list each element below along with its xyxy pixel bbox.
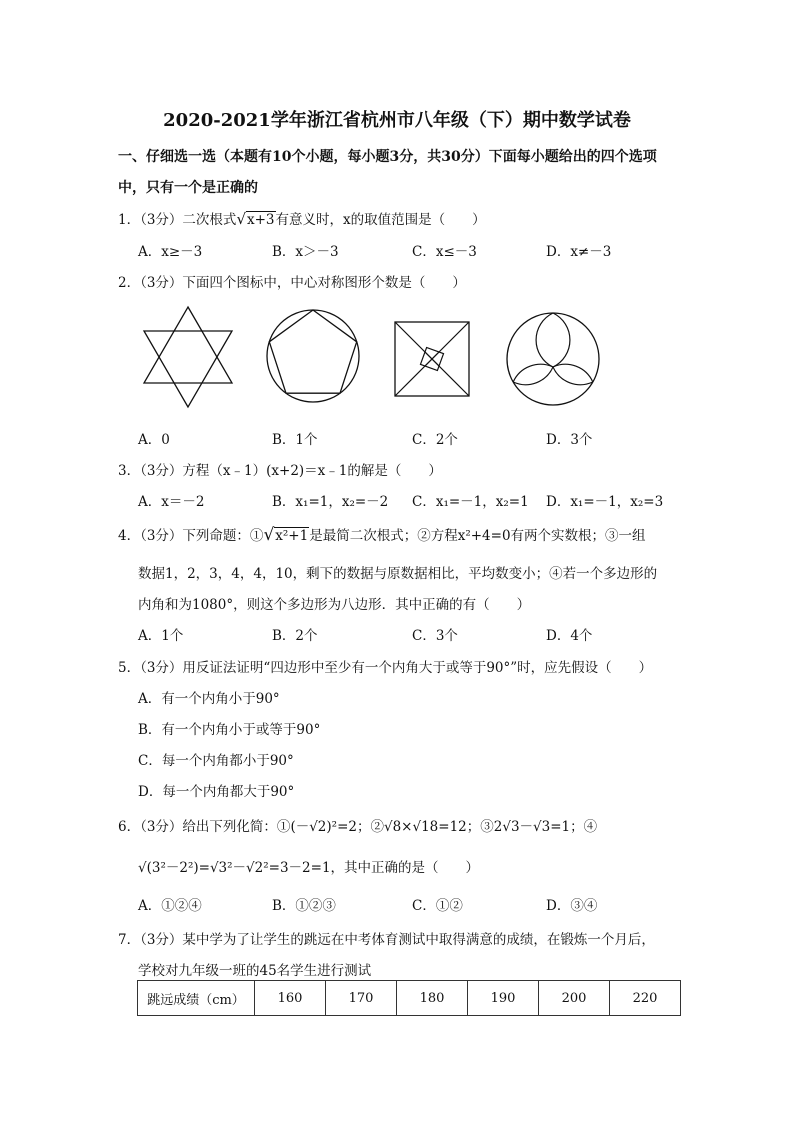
question-7-line2: 学校对九年级一班的45名学生进行测试 (138, 963, 372, 979)
q1-option-a[interactable]: A．x≥－3 (138, 244, 203, 260)
question-2: 2．（3分）下面四个图标中，中心对称图形个数是（ ） (118, 275, 466, 291)
q2-option-d[interactable]: D．3个 (546, 432, 593, 448)
q3-option-c[interactable]: C．x₁=－1，x₂=1 (412, 494, 529, 510)
table-cell: 220 (610, 981, 681, 1016)
q4-option-d[interactable]: D．4个 (546, 628, 593, 644)
q5-option-c[interactable]: C．每一个内角都小于90° (138, 753, 294, 769)
q3-option-b[interactable]: B．x₁=1，x₂=－2 (272, 494, 389, 510)
table-row (138, 981, 681, 1016)
table-cell: 170 (326, 981, 397, 1016)
question-1-text: 1．（3分）二次根式 (118, 212, 237, 228)
question-1: 1．（3分）二次根式√x+3有意义时，x的取值范围是（ ） (118, 210, 486, 228)
section-heading-cont: 中，只有一个是正确的 (118, 180, 258, 196)
table-cell: 160 (255, 981, 326, 1016)
question-6 (118, 815, 597, 835)
score-table (137, 980, 681, 1016)
q1-option-b[interactable]: B．x＞－3 (272, 244, 339, 260)
radicand: x+3 (247, 212, 275, 228)
q1-option-d[interactable]: D．x≠－3 (546, 244, 612, 260)
question-4-text-end: 是最简二次根式；②方程x²+4=0有两个实数根；③一组 (309, 528, 646, 544)
table-header-cell: 跳远成绩（cm） (138, 981, 255, 1016)
q6-option-b[interactable]: B．①②③ (272, 898, 336, 914)
q3-option-a[interactable]: A．x＝－2 (138, 494, 205, 510)
question-4-text: 4．（3分）下列命题：① (118, 528, 264, 544)
question-6-text: 6．（3分）给出下列化简：① (118, 819, 291, 835)
page-title: 2020-2021学年浙江省杭州市八年级（下）期中数学试卷 (163, 110, 631, 131)
table-cell: 180 (397, 981, 468, 1016)
q5-option-a[interactable]: A．有一个内角小于90° (138, 691, 280, 707)
q1-option-c[interactable]: C．x≤－3 (412, 244, 477, 260)
table-cell: 200 (539, 981, 610, 1016)
question-5: 5．（3分）用反证法证明“四边形中至少有一个内角大于或等于90°”时，应先假设（ ） (118, 660, 653, 676)
question-1-text-end: 有意义时，x的取值范围是（ ） (275, 212, 486, 228)
square-pinwheel-icon (394, 321, 470, 397)
q6-option-c[interactable]: C．①② (412, 898, 463, 914)
q5-option-b[interactable]: B．有一个内角小于或等于90° (138, 722, 321, 738)
q6-option-d[interactable]: D．③④ (546, 898, 598, 914)
q5-option-d[interactable]: D．每一个内角都大于90° (138, 784, 295, 800)
question-4: 4．（3分）下列命题：①√x²+1是最简二次根式；②方程x²+4=0有两个实数根；③一组 (118, 525, 646, 545)
q2-option-a[interactable]: A．0 (138, 432, 170, 448)
circle-pentagon-icon (265, 308, 361, 404)
q4-option-b[interactable]: B．2个 (272, 628, 318, 644)
question-4-line2: 数据1，2，3，4，4，10，剩下的数据与原数据相比，平均数变小；④若一个多边形的 (138, 566, 658, 582)
question-4-line3: 内角和为1080°，则这个多边形为八边形．其中正确的有（ ） (138, 597, 531, 613)
q4-option-c[interactable]: C．3个 (412, 628, 458, 644)
circle-triquetra-icon (505, 311, 601, 407)
q2-option-b[interactable]: B．1个 (272, 432, 318, 448)
q2-option-c[interactable]: C．2个 (412, 432, 458, 448)
q3-option-d[interactable]: D．x₁=－1，x₂=3 (546, 494, 664, 510)
question-3: 3．（3分）方程（x﹣1）(x+2)＝x﹣1的解是（ ） (118, 463, 442, 479)
question-7: 7．（3分）某中学为了让学生的跳远在中考体育测试中取得满意的成绩，在锻炼一个月后， (118, 932, 655, 948)
q4-option-a[interactable]: A．1个 (138, 628, 184, 644)
question-6-line2: √(3²－2²)=√3²－√2²=3－2=1，其中正确的是（ ） (138, 860, 480, 876)
section-heading: 一、仔细选一选（本题有10个小题，每小题3分，共30分）下面每小题给出的四个选项 (118, 149, 657, 165)
table-cell: 190 (468, 981, 539, 1016)
radicand: x²+1 (275, 528, 309, 544)
question-6-formulas: (－√2)²=2；②√8×√18=12；③2√3－√3=1；④ (290, 819, 598, 835)
star-of-david-icon (138, 305, 238, 409)
q6-option-a[interactable]: A．①②④ (138, 898, 202, 914)
